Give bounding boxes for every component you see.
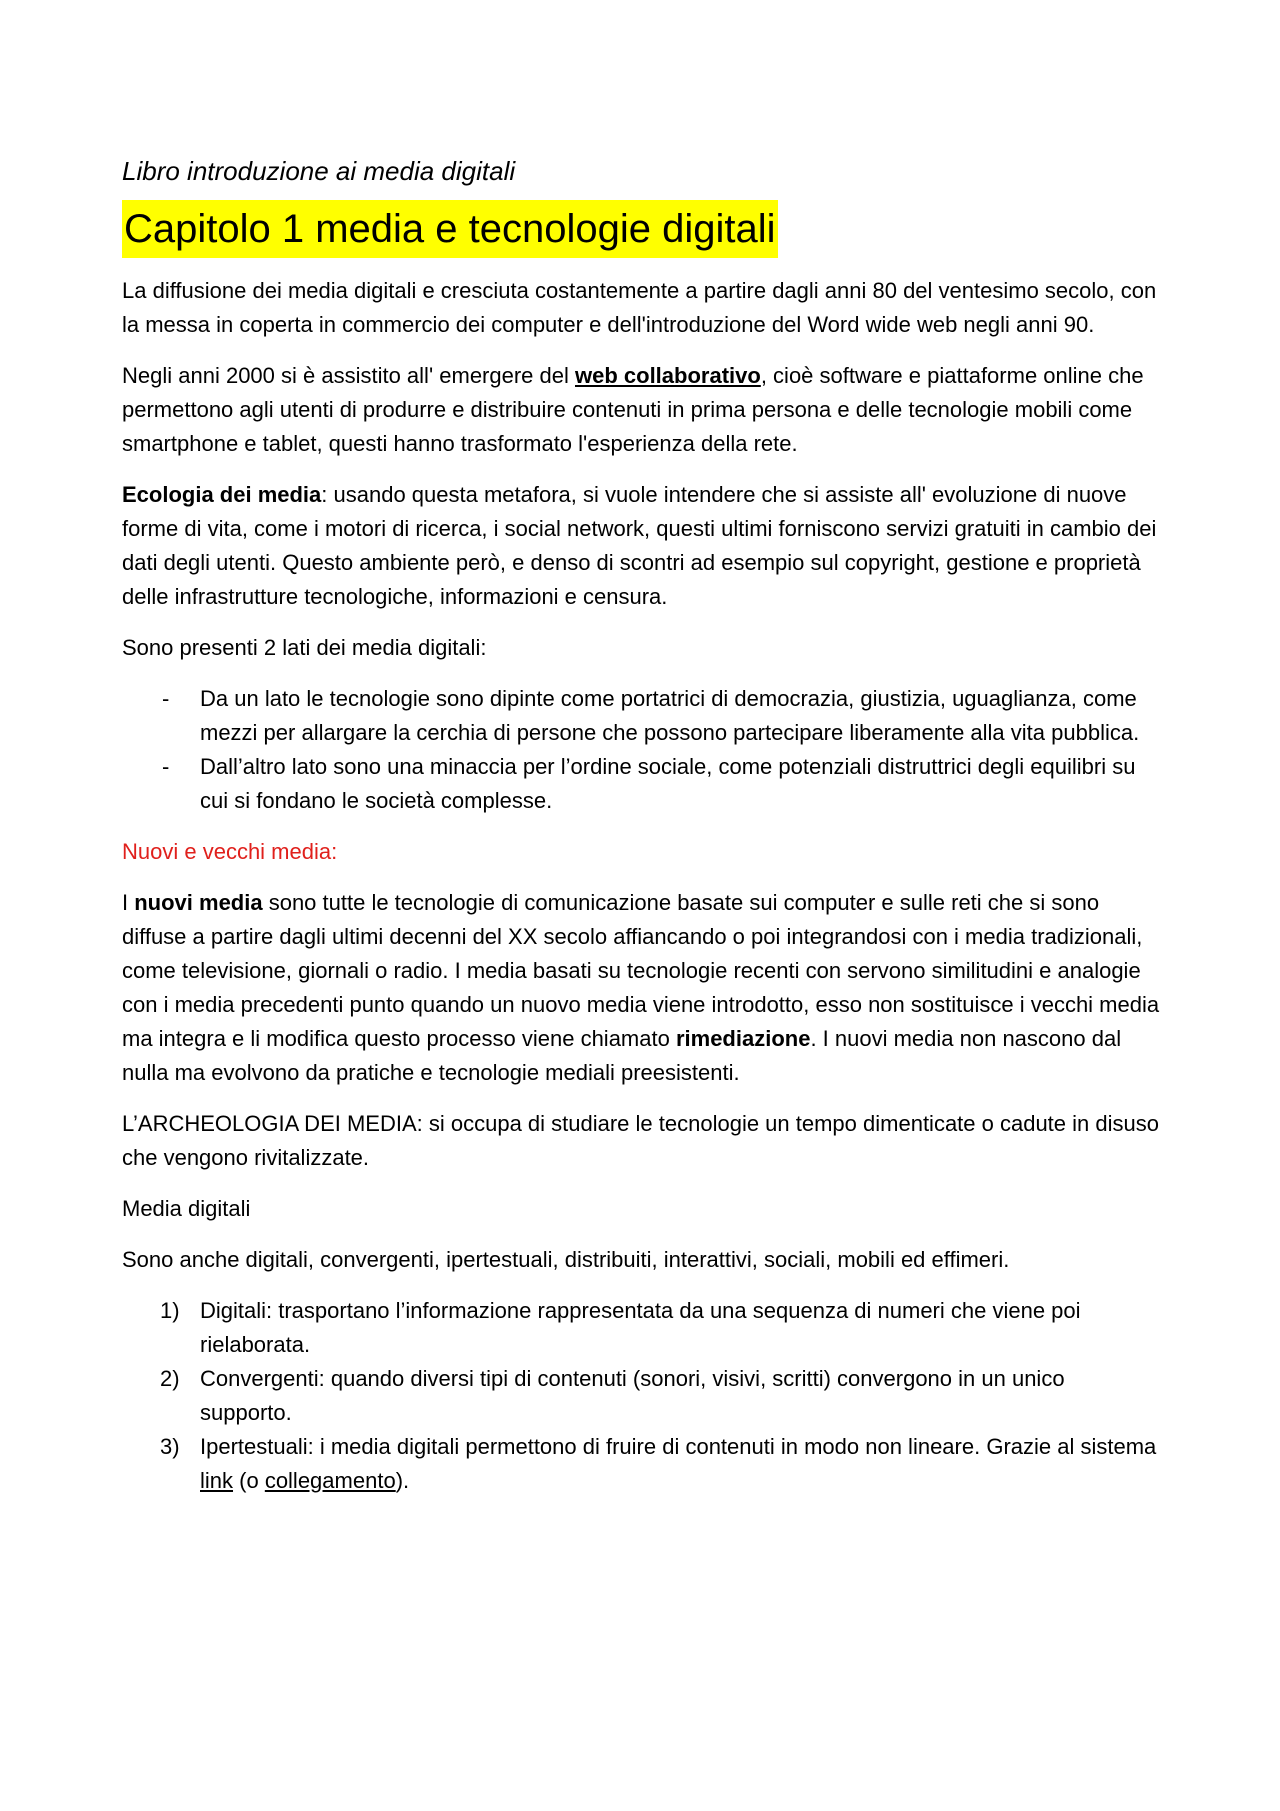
paragraph-web-collaborativo (122, 359, 1160, 461)
list-marker: - (162, 686, 170, 711)
chapter-title: Capitolo 1 media e tecnologie digitali (122, 200, 778, 258)
list-item-text: Digitali: trasportano l’informazione rappresentata da una sequenza di numeri che viene poi rielaborata. (200, 1298, 1081, 1357)
section-heading: Nuovi e vecchi media: (122, 839, 338, 864)
list-marker: 3) (160, 1434, 180, 1459)
list-item (122, 682, 1160, 750)
paragraph-text: sono tutte le tecnologie di comunicazione basate sui computer e sulle reti che si sono diffuse a partire dagli ultimi decenni del XX secolo affiancando o poi integrandosi con i media tradizionali, come televisione, giornali o radio. I media basati su tecnologie recenti con servono similitudini e analogie con i media precedenti punto quando un nuovo media viene introdotto, esso non sostituisce i vecchi media ma integra e li modifica questo processo viene chiamato (122, 890, 1160, 1051)
paragraph-diffusion: La diffusione dei media digitali e cresciuta costantemente a partire dagli anni 80 del ventesimo secolo, con la messa in coperta in commercio dei computer e dell'introduzione del Word wide web negli anni 90. (122, 278, 1157, 337)
list-item-text: Da un lato le tecnologie sono dipinte come portatrici di democrazia, giustizia, uguaglianza, come mezzi per allargare la cerchia di persone che possono partecipare liberamente alla vita pubblica. (200, 686, 1140, 745)
list-marker: 1) (160, 1298, 180, 1323)
sides-list (122, 682, 1160, 818)
list-item (122, 1430, 1160, 1498)
list-item-text: (o (233, 1468, 265, 1493)
features-list (122, 1294, 1160, 1498)
link-text[interactable]: collegamento (264, 1468, 396, 1493)
paragraph-caratteristiche: Sono anche digitali, convergenti, ipertestuali, distribuiti, interattivi, sociali, mobili ed effimeri. (122, 1247, 1010, 1272)
paragraph-ecologia (122, 478, 1160, 614)
term-web-collaborativo: web collaborativo (575, 363, 761, 388)
subheading-media-digitali: Media digitali (122, 1196, 251, 1221)
term-nuovi-media: nuovi media (134, 890, 263, 915)
list-marker: - (162, 754, 170, 779)
paragraph-text: : usando questa metafora, si vuole intendere che si assiste all' evoluzione di nuove forme di vita, come i motori di ricerca, i social network, questi ultimi forniscono servizi gratuiti in cambio dei dati degli utenti. Questo ambiente però, e denso di scontri ad esempio sul copyright, gestione e proprietà delle infrastrutture tecnologiche, informazioni e censura. (122, 482, 1157, 609)
term-ecologia-dei-media: Ecologia dei media (122, 482, 322, 507)
book-title: Libro introduzione ai media digitali (122, 156, 516, 186)
term-rimediazione: rimediazione (675, 1026, 811, 1051)
list-item (122, 1294, 1160, 1362)
list-item (122, 1362, 1160, 1430)
list-item-text: Dall’altro lato sono una minaccia per l’ordine sociale, come potenziali distruttrici degli equilibri su cui si fondano le società complesse. (200, 754, 1136, 813)
paragraph-text: . I nuovi media non nascono dal nulla ma evolvono da pratiche e tecnologie mediali preesistenti. (122, 1026, 1122, 1085)
paragraph-text: I (122, 890, 135, 915)
link-text[interactable]: link (200, 1468, 234, 1493)
list-marker: 2) (160, 1366, 180, 1391)
paragraph-nuovi-media (122, 886, 1160, 1090)
paragraph-text: Negli anni 2000 si è assistito all' emergere del (122, 363, 575, 388)
list-item-text: ). (395, 1468, 410, 1493)
paragraph-archeologia: L’ARCHEOLOGIA DEI MEDIA: si occupa di studiare le tecnologie un tempo dimenticate o cadute in disuso che vengono rivitalizzate. (122, 1111, 1159, 1170)
paragraph-lati: Sono presenti 2 lati dei media digitali: (122, 635, 487, 660)
list-item-text: Ipertestuali: i media digitali permettono di fruire di contenuti in modo non lineare. Grazie al sistema (200, 1434, 1157, 1459)
list-item (122, 750, 1160, 818)
list-item-text: Convergenti: quando diversi tipi di contenuti (sonori, visivi, scritti) convergono in un unico supporto. (200, 1366, 1065, 1425)
paragraph-text: , cioè software e piattaforme online che permettono agli utenti di produrre e distribuire contenuti in prima persona e delle tecnologie mobili come smartphone e tablet, questi hanno trasformato l'esperienza della rete. (122, 363, 1144, 456)
